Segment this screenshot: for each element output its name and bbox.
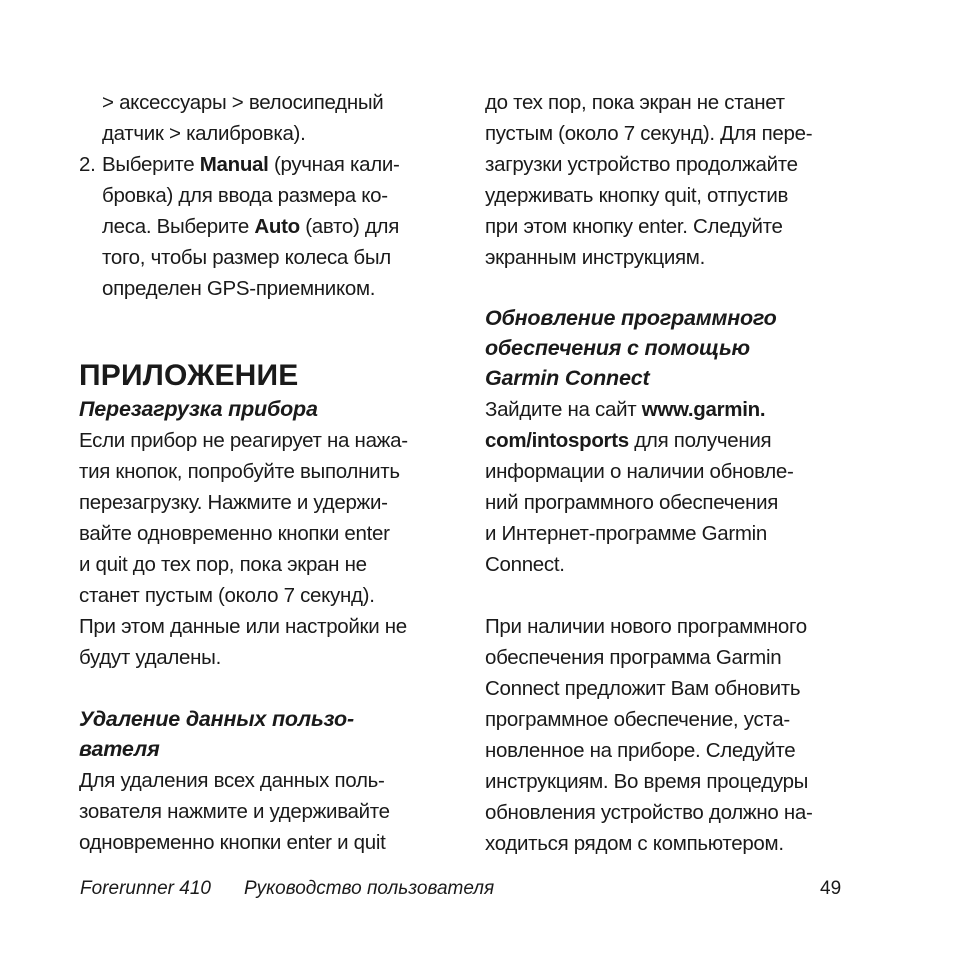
garmin-url-part-1: www.garmin.: [641, 398, 766, 421]
step2-line-2: бровка) для ввода размера ко-: [102, 184, 388, 207]
delete-line-1: Для удаления всех данных поль-: [79, 769, 385, 792]
reset-line-5: и quit до тех пор, пока экран не: [79, 553, 367, 576]
reset-cont-line-6: экранным инструкциям.: [485, 246, 705, 269]
step2-line-1: Выберите Manual (ручная кали-: [102, 153, 400, 176]
delete-title-line-2: вателя: [79, 737, 160, 761]
update-title-line-1: Обновление программного: [485, 306, 777, 330]
reset-cont-line-3: загрузки устройство продолжайте: [485, 153, 798, 176]
step1-cont-line-2: датчик > калибровка).: [102, 122, 306, 145]
footer-doc-title: Руководство пользователя: [244, 878, 495, 899]
reset-cont-line-4: удерживать кнопку quit, отпустив: [485, 184, 789, 207]
garmin-url-part-2: com/intosports: [485, 429, 629, 452]
update-p1-line-5: и Интернет-программе Garmin: [485, 522, 767, 545]
reset-line-2: тия кнопок, попробуйте выполнить: [79, 460, 400, 483]
update-p2-line-3: Connect предложит Вам обновить: [485, 677, 801, 700]
step1-cont-line-1: > аксессуары > велосипедный: [102, 91, 384, 114]
update-p2-line-7: обновления устройство должно на-: [485, 801, 813, 824]
update-p2-line-4: программное обеспечение, уста-: [485, 708, 790, 731]
update-p2-line-2: обеспечения программа Garmin: [485, 646, 782, 669]
reset-line-8: будут удалены.: [79, 646, 222, 669]
footer-product: Forerunner 410: [80, 878, 211, 899]
reset-line-4: вайте одновременно кнопки enter: [79, 522, 390, 545]
manual-keyword: Manual: [199, 153, 269, 176]
update-p2-line-5: новленное на приборе. Следуйте: [485, 739, 796, 762]
update-p2-line-8: ходиться рядом с компьютером.: [485, 832, 784, 855]
step2-line-5: определен GPS-приемником.: [102, 277, 376, 300]
update-p1-line-3: информации о наличии обновле-: [485, 460, 794, 483]
update-title-line-3: Garmin Connect: [485, 366, 650, 390]
reset-cont-line-5: при этом кнопку enter. Следуйте: [485, 215, 783, 238]
update-p1-line-4: ний программного обеспечения: [485, 491, 779, 514]
delete-title-line-1: Удаление данных пользо-: [79, 707, 354, 731]
page-number: 49: [820, 878, 842, 899]
update-p1-line-2: com/intosports для получения: [485, 429, 772, 452]
step2-line-4: того, чтобы размер колеса был: [102, 246, 391, 269]
step2-number: 2.: [79, 153, 96, 176]
update-p2-line-1: При наличии нового программного: [485, 615, 807, 638]
update-p2-line-6: инструкциям. Во время процедуры: [485, 770, 809, 793]
update-title-line-2: обеспечения с помощью: [485, 336, 750, 360]
reset-line-7: При этом данные или настройки не: [79, 615, 407, 638]
section-title: ПРИЛОЖЕНИЕ: [79, 359, 299, 392]
update-p1-line-6: Connect.: [485, 553, 565, 576]
reset-title: Перезагрузка прибора: [79, 397, 318, 421]
update-p1-line-1: Зайдите на сайт www.garmin.: [485, 398, 766, 421]
reset-cont-line-2: пустым (около 7 секунд). Для пере-: [485, 122, 813, 145]
reset-line-3: перезагрузку. Нажмите и удержи-: [79, 491, 388, 514]
reset-line-1: Если прибор не реагирует на нажа-: [79, 429, 408, 452]
delete-line-3: одновременно кнопки enter и quit: [79, 831, 386, 854]
reset-cont-line-1: до тех пор, пока экран не станет: [485, 91, 785, 114]
step2-line-3: леса. Выберите Auto (авто) для: [102, 215, 399, 238]
delete-line-2: зователя нажмите и удерживайте: [79, 800, 390, 823]
reset-line-6: станет пустым (около 7 секунд).: [79, 584, 375, 607]
auto-keyword: Auto: [254, 215, 300, 238]
